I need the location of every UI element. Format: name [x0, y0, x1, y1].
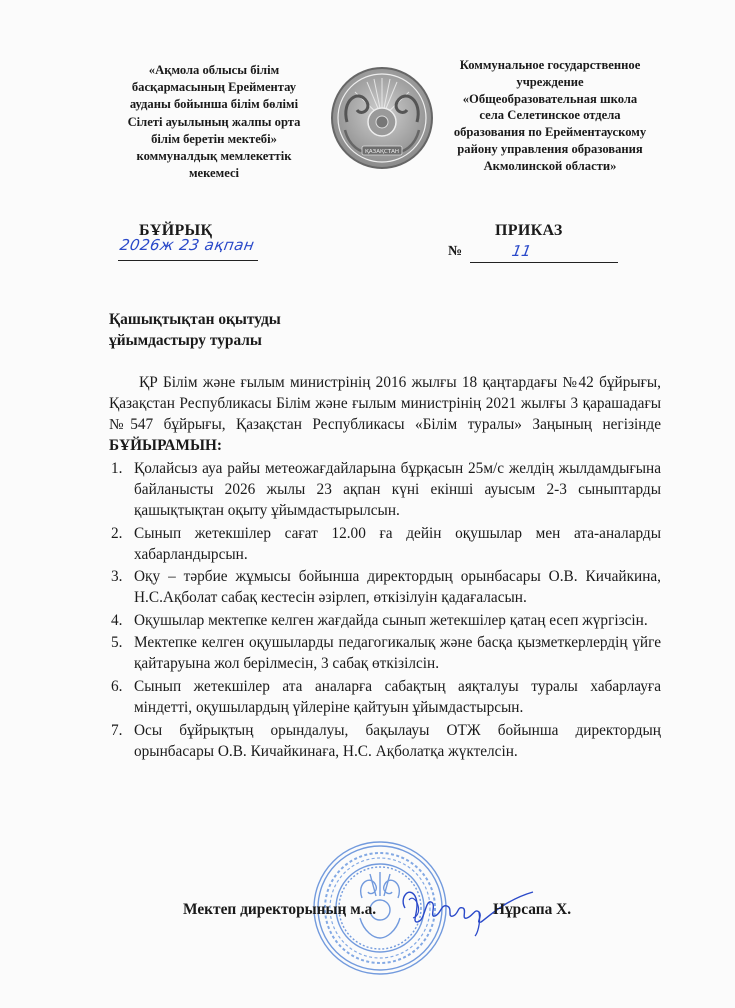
header-kazakh-institution: [108, 62, 320, 182]
header-right-line: образования по Ерейментаускому: [453, 125, 647, 140]
subject-line: ұйымдастыру туралы: [109, 332, 262, 349]
order-date-handwritten: 2026ж 23 ақпан: [118, 236, 256, 254]
order-item: [109, 566, 661, 608]
order-number-handwritten: 11: [510, 242, 533, 260]
signatory-title: Мектеп директорының м.а.: [183, 901, 377, 918]
item-number: 4.: [111, 611, 123, 629]
order-number-line: [470, 244, 618, 263]
header-russian-institution: [430, 57, 670, 175]
item-number: 6.: [111, 677, 123, 695]
subject-line: Қашықтықтан оқытуды: [109, 311, 281, 328]
header-right-line: села Селетинское отдела: [479, 108, 621, 123]
item-number: 1.: [111, 460, 123, 477]
item-text: Осы бұйрықтың орындалуы, бақылауы ОТЖ бойынша директордың орынбасары О.В. Кичайкинаға, Н.С. Ақболатқа жүктелсін.: [134, 721, 661, 760]
item-text: Сынып жетекшілер ата аналарға сабақтың аяқталуы туралы хабарлауға міндетті, оқушылардың үйлеріне қайтуын ұйымдастырсын.: [134, 677, 661, 716]
order-item: [109, 523, 661, 565]
order-item: [109, 676, 661, 718]
header-left-line: Сілеті ауылының жалпы орта: [127, 114, 301, 129]
order-item: [109, 632, 661, 674]
header-left-line: басқармасының Ерейментау: [131, 80, 297, 95]
order-item: [109, 610, 661, 631]
order-item: [109, 458, 661, 521]
header-left-line: мекемесі: [188, 166, 240, 181]
signatory-name: Нұрсапа Х.: [493, 901, 572, 918]
preamble-directive: БҰЙЫРАМЫН:: [109, 437, 222, 454]
item-number: 3.: [111, 568, 123, 586]
item-number: 2.: [111, 524, 123, 542]
header-right-line: «Общеобразовательная школа: [462, 91, 638, 106]
header-left-line: білім беретін мектебі»: [151, 131, 277, 146]
order-subject: [109, 309, 409, 351]
header-right-line: учреждение: [516, 74, 584, 89]
header-right-line: Акмолинской области»: [483, 158, 617, 173]
header-left-line: коммуналдық мемлекеттік: [136, 149, 292, 164]
header-right-line: Коммунальное государственное: [459, 58, 641, 72]
preamble-text: ҚР Білім және ғылым министрінің 2016 жылғы 18 қаңтардағы №42 бұйрығы, Қазақстан Республикасы Білім және ғылым министрінің 2021 жылғы 3 қарашадағы №547 бұйрығы, Қазақстан Республикасы «Білім туралы» Заңының негізінде: [109, 374, 661, 433]
number-sign: №: [448, 244, 463, 259]
preamble-paragraph: [109, 372, 661, 456]
order-title-russian: ПРИКАЗ: [495, 222, 563, 239]
header-left-line: ауданы бойынша білім бөлімі: [129, 97, 299, 112]
item-number: 5.: [111, 634, 123, 652]
order-date-field: [118, 238, 258, 261]
header-right-line: району управления образования: [457, 141, 643, 156]
item-text: Оқушылар мектепке келген жағдайда сынып жетекшілер қатаң есеп жүргізсін.: [134, 611, 648, 629]
order-item: [109, 720, 661, 762]
state-emblem-icon: [327, 60, 437, 176]
item-number: 7.: [111, 721, 123, 739]
order-body: [109, 372, 661, 763]
order-title-kazakh: БҰЙРЫҚ: [139, 222, 213, 239]
emblem-ribbon-text: ҚАЗАҚСТАН: [365, 149, 399, 155]
item-text: Оқу – тәрбие жұмысы бойынша директордың орынбасары О.В. Кичайкина, Н.С.Ақболат сабақ кестесін әзірлеп, өткізілуін қадағаласын.: [134, 568, 661, 607]
header-left-line: «Ақмола облысы білім: [148, 63, 280, 77]
item-text: Сынып жетекшілер сағат 12.00 ға дейін оқушылар мен ата-аналарды хабарландырсын.: [134, 524, 661, 563]
item-text: Қолайсыз ауа райы метеожағдайларына бұрқасын 25м/с желдің жылдамдығына байланысты 2026 жылы 23 ақпан күні екінші ауысым 2-3 сыныптарды қашықтықтан оқыту ұйымдастырылсын.: [134, 460, 661, 519]
item-text: Мектепке келген оқушыларды педагогикалық және басқа қызметкерлердің үйге қайтаруына жол берілмесін, 3 сабақ өткізілсін.: [134, 634, 661, 673]
order-items-list: [109, 458, 661, 762]
